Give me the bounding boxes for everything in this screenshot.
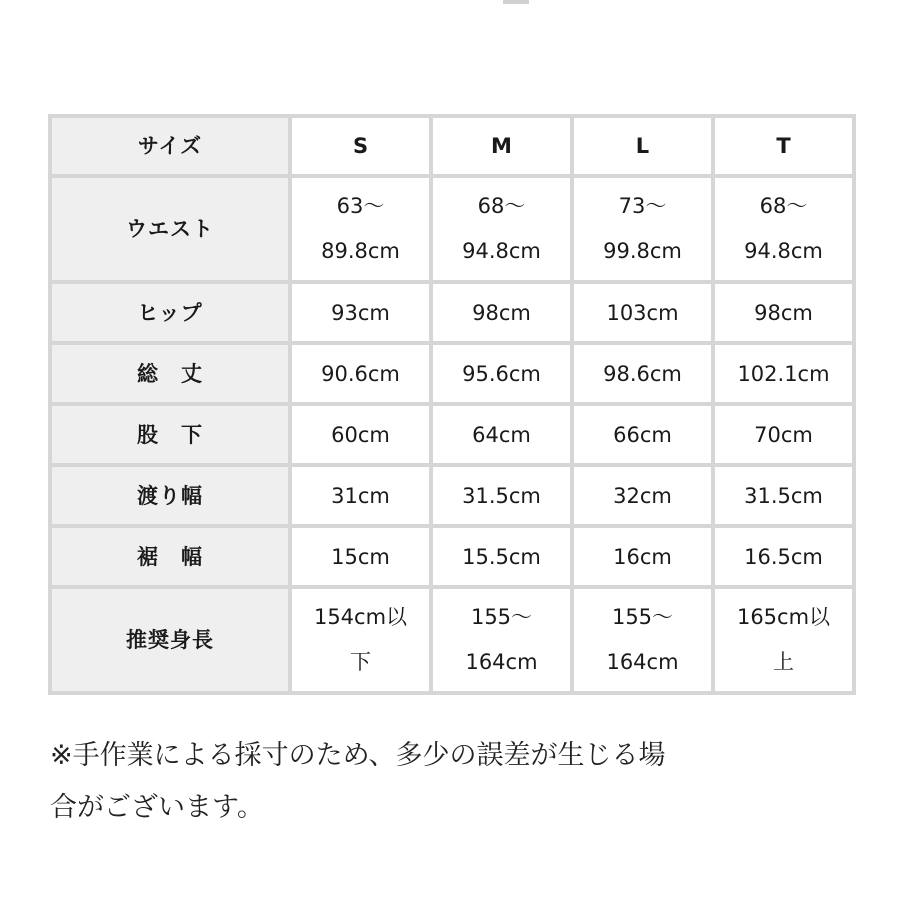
table-cell: 70cm <box>713 404 854 465</box>
table-cell: 155〜 164cm <box>431 587 572 693</box>
table-cell: 31.5cm <box>431 465 572 526</box>
table-cell: 103cm <box>572 282 713 343</box>
table-row-hip <box>50 282 854 343</box>
table-cell: 73〜 99.8cm <box>572 176 713 282</box>
table-cell: 95.6cm <box>431 343 572 404</box>
top-cropped-mark <box>503 0 529 4</box>
header-label-size: サイズ <box>50 116 290 176</box>
column-header-l: L <box>572 116 713 176</box>
measurement-note-line-2: 合がございます。 <box>50 792 264 823</box>
table-cell: 63〜 89.8cm <box>290 176 431 282</box>
row-label-recommended-height: 推奨身長 <box>50 587 290 693</box>
table-cell: 64cm <box>431 404 572 465</box>
table-cell: 31cm <box>290 465 431 526</box>
row-label-waist: ウエスト <box>50 176 290 282</box>
column-header-m: M <box>431 116 572 176</box>
table-cell: 98.6cm <box>572 343 713 404</box>
table-cell: 98cm <box>713 282 854 343</box>
table-cell: 165cm以 上 <box>713 587 854 693</box>
table-row-hem-width <box>50 526 854 587</box>
table-row-thigh-width <box>50 465 854 526</box>
table-cell: 15.5cm <box>431 526 572 587</box>
row-label-inseam: 股 下 <box>50 404 290 465</box>
table-row-total-length <box>50 343 854 404</box>
column-header-t: T <box>713 116 854 176</box>
table-cell: 60cm <box>290 404 431 465</box>
table-cell: 68〜 94.8cm <box>431 176 572 282</box>
measurement-note <box>50 730 850 834</box>
table-row-waist <box>50 176 854 282</box>
header-row <box>50 116 854 176</box>
row-label-total-length: 総 丈 <box>50 343 290 404</box>
table-cell: 15cm <box>290 526 431 587</box>
table-cell: 98cm <box>431 282 572 343</box>
table-cell: 32cm <box>572 465 713 526</box>
table-cell: 90.6cm <box>290 343 431 404</box>
column-header-s: S <box>290 116 431 176</box>
table-cell: 154cm以 下 <box>290 587 431 693</box>
row-label-hem-width: 裾 幅 <box>50 526 290 587</box>
table-cell: 16.5cm <box>713 526 854 587</box>
table-cell: 66cm <box>572 404 713 465</box>
measurement-note-line-1: ※手作業による採寸のため、多少の誤差が生じる場 <box>50 740 666 771</box>
table-cell: 155〜 164cm <box>572 587 713 693</box>
table-cell: 102.1cm <box>713 343 854 404</box>
table-row-inseam <box>50 404 854 465</box>
row-label-thigh-width: 渡り幅 <box>50 465 290 526</box>
table-row-recommended-height <box>50 587 854 693</box>
table-cell: 16cm <box>572 526 713 587</box>
table-cell: 31.5cm <box>713 465 854 526</box>
size-chart-table <box>48 114 856 695</box>
table-cell: 93cm <box>290 282 431 343</box>
row-label-hip: ヒップ <box>50 282 290 343</box>
table-cell: 68〜 94.8cm <box>713 176 854 282</box>
